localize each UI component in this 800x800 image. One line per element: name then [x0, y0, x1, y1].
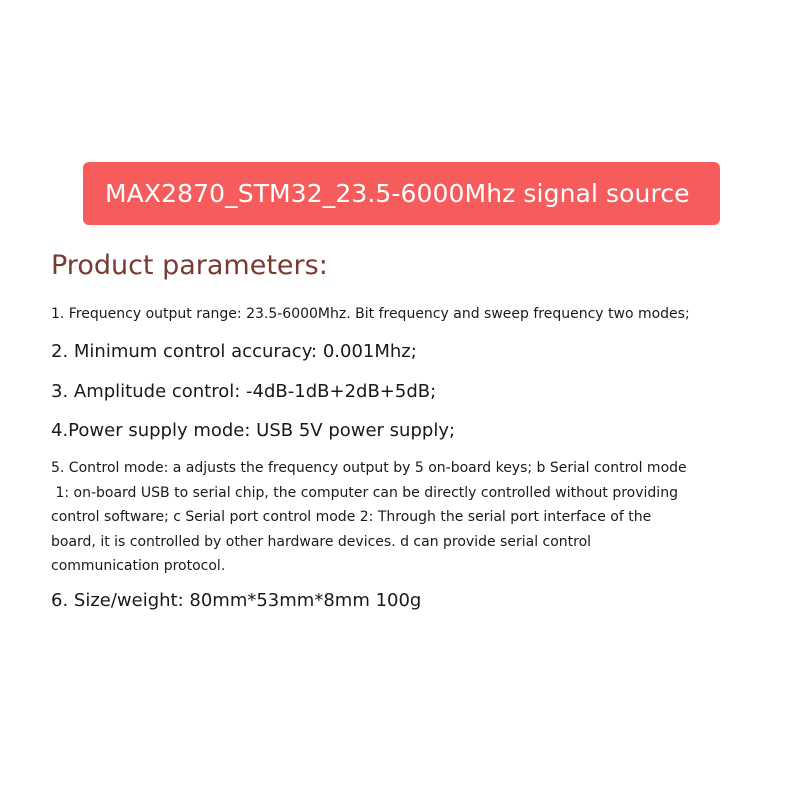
param-control-mode-line: 5. Control mode: a adjusts the frequency output by 5 on-board keys; b Serial control mode	[51, 460, 687, 476]
param-control-mode-line: control software; c Serial port control mode 2: Through the serial port interface of the	[51, 509, 652, 525]
param-control-accuracy: 2. Minimum control accuracy: 0.001Mhz;	[51, 341, 417, 362]
param-control-mode-line: board, it is controlled by other hardware devices. d can provide serial control	[51, 533, 592, 550]
param-size-weight: 6. Size/weight: 80mm*53mm*8mm 100g	[51, 590, 422, 611]
param-control-mode-line: communication protocol.	[51, 558, 226, 574]
banner-title: MAX2870_STM32_23.5-6000Mhz signal source	[105, 179, 690, 208]
param-amplitude-control: 3. Amplitude control: -4dB-1dB+2dB+5dB;	[51, 381, 437, 402]
param-power-supply: 4.Power supply mode: USB 5V power supply;	[51, 420, 456, 441]
param-control-mode-line: 1: on-board USB to serial chip, the computer can be directly controlled without providing	[51, 484, 678, 501]
title-banner	[83, 162, 720, 225]
param-frequency-range: 1. Frequency output range: 23.5-6000Mhz. Bit frequency and sweep frequency two modes;	[51, 306, 690, 322]
section-title: Product parameters:	[51, 250, 328, 281]
param-control-mode	[51, 456, 751, 579]
